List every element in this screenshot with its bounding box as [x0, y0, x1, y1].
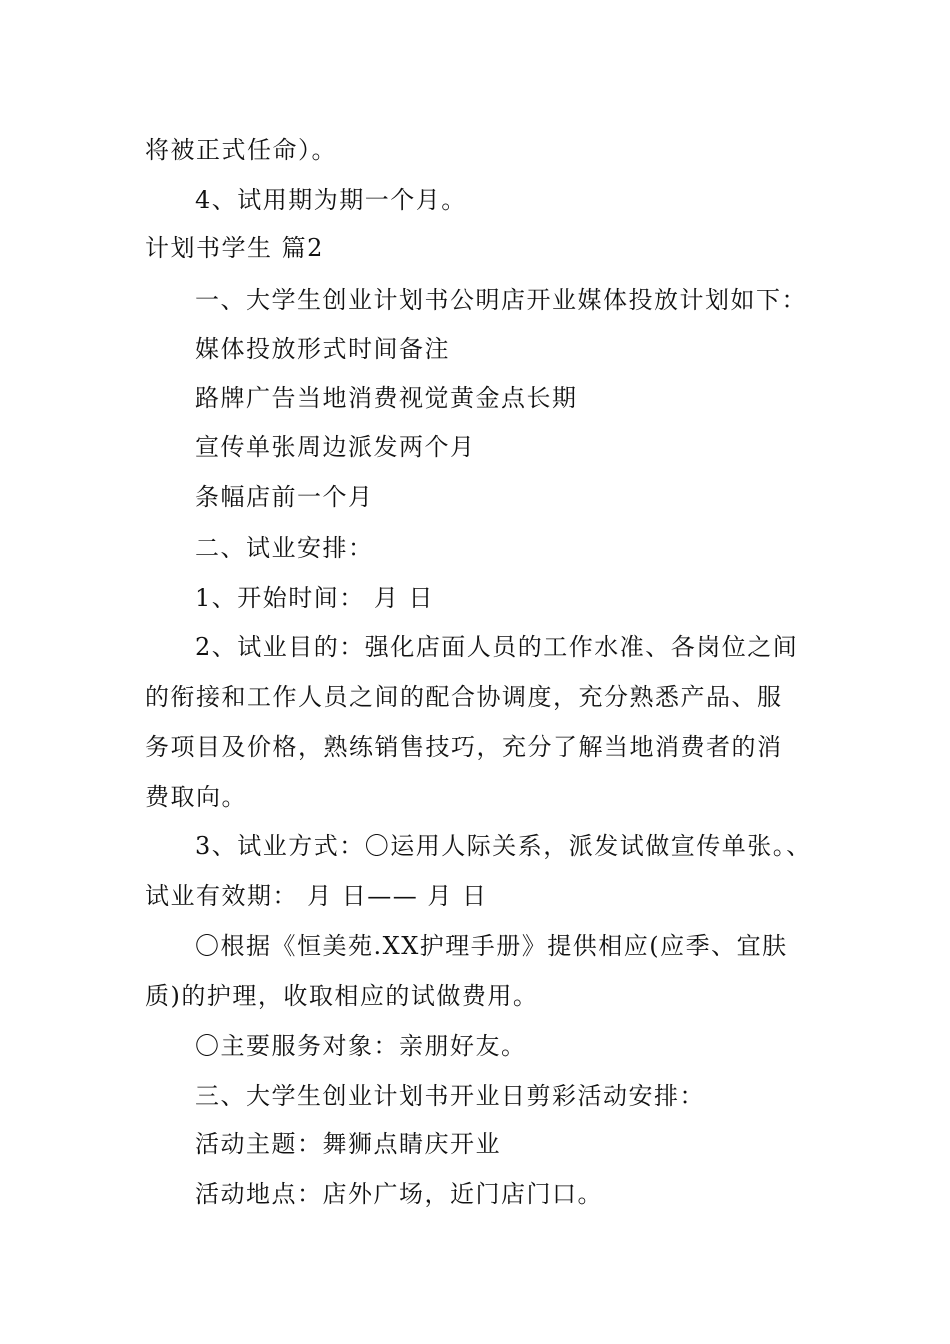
text-line: 二、试业安排： [195, 534, 374, 562]
text-line: 试业有效期： 月 日—— 月 日 [145, 882, 488, 910]
text-line: 费取向。 [145, 783, 247, 811]
text-line: 三、大学生创业计划书开业日剪彩活动安排： [195, 1082, 705, 1110]
text-line: 的衔接和工作人员之间的配合协调度，充分熟悉产品、服 [145, 683, 783, 711]
text-line: 〇根据《恒美苑.XX护理手册》提供相应(应季、宜肤 [195, 932, 788, 960]
text-line: 4、试用期为期一个月。 [195, 186, 467, 214]
text-line: 活动地点：店外广场，近门店门口。 [195, 1180, 603, 1208]
text-line: 〇主要服务对象：亲朋好友。 [195, 1032, 527, 1060]
text-line: 2、试业目的：强化店面人员的工作水准、各岗位之间 [195, 633, 799, 661]
text-line: 活动主题：舞狮点睛庆开业 [195, 1130, 501, 1158]
text-line: 媒体投放形式时间备注 [195, 335, 450, 363]
text-line: 宣传单张周边派发两个月 [195, 433, 476, 461]
text-line: 务项目及价格，熟练销售技巧，充分了解当地消费者的消 [145, 733, 783, 761]
text-line: 3、试业方式：〇运用人际关系，派发试做宣传单张。、 [195, 832, 812, 860]
text-line: 一、大学生创业计划书公明店开业媒体投放计划如下： [195, 286, 807, 314]
section-heading: 计划书学生 篇2 [145, 234, 324, 262]
text-line: 将被正式任命）。 [145, 136, 337, 164]
text-line: 1、开始时间： 月 日 [195, 584, 435, 612]
text-line: 质)的护理，收取相应的试做费用。 [145, 982, 539, 1010]
text-line: 路牌广告当地消费视觉黄金点长期 [195, 384, 578, 412]
text-line: 条幅店前一个月 [195, 483, 374, 511]
